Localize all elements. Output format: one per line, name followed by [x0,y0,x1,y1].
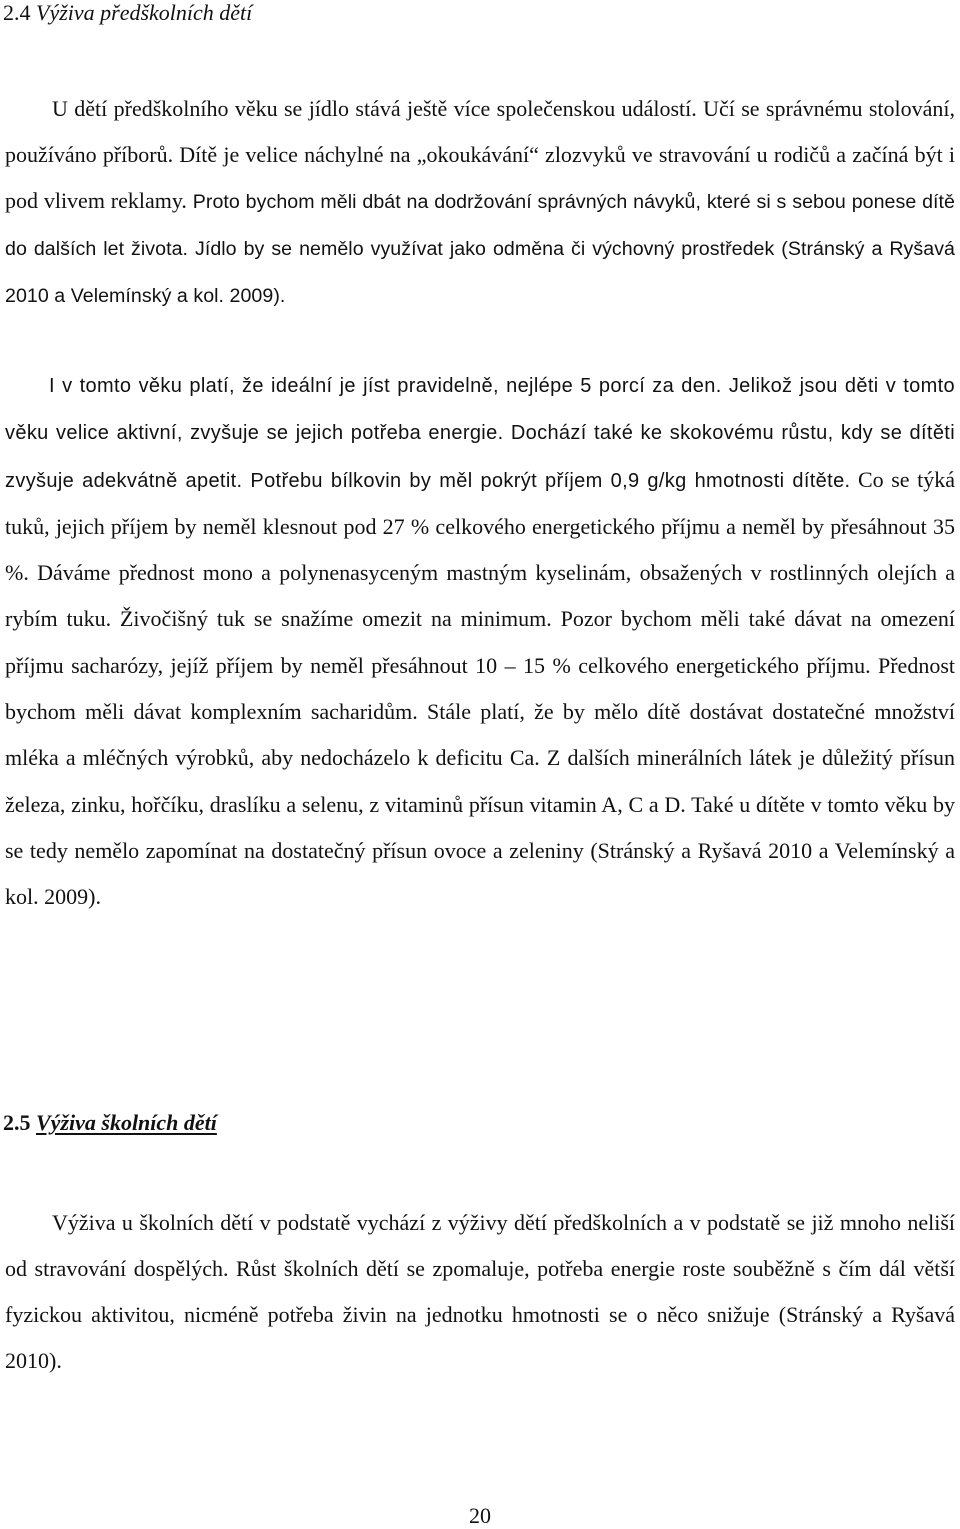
section-number: 2.5 [3,1110,31,1135]
paragraph-text: Co se týká tuků, jejich příjem by neměl klesnout pod 27 % celkového energetického příjmu a neměl by přesáhnout 35 %. Dáváme přednost mono a polynenasyceným mastným kyselinám, obsažených v rostlinných olejích a rybím tuku. Živočišný tuk se snažíme omezit na minimum. Pozor bychom měli také dávat na omezení příjmu sacharózy, jejíž příjem by neměl přesáhnout 10 – 15 % celkového energetického příjmu. Přednost bychom měli dávat komplexním sacharidům. Stále platí, že by mělo dítě dostávat dostatečné množství mléka a mléčných výrobků, aby nedocházelo k deficitu Ca. Z dalších minerálních látek je důležitý přísun železa, zinku, hořčíku, draslíku a selenu, z vitaminů přísun vitamin A, C a D. Také u dítěte v tomto věku by se tedy nemělo zapomínat na dostatečný přísun ovoce a zeleniny (Stránský a Ryšavá 2010 a Velemínský a kol. 2009). [5,466,955,910]
page-number: 20 [469,1503,491,1528]
paragraph-preschool-nutrition [5,362,955,921]
section-title: Výživa školních dětí [36,1110,217,1135]
section-heading-2-4 [3,0,252,26]
paragraph-preschool-intro [5,86,955,319]
section-title: Výživa předškolních dětí [36,0,253,25]
section-heading-2-5 [3,1110,217,1136]
paragraph-text: Výživa u školních dětí v podstatě vychází z výživy dětí předškolních a v podstatě se již mnoho neliší od stravování dospělých. Růst školních dětí se zpomaluje, potřeba energie roste souběžně s čím dál větší fyzickou aktivitou, nicméně potřeba živin na jednotku hmotnosti se o něco snižuje (Stránský a Ryšavá 2010). [5,1210,955,1373]
section-number: 2.4 [3,0,31,25]
paragraph-text-sans: Proto bychom měli dbát na dodržování správných návyků, které si s sebou ponese dítě do dalších let života. Jídlo by se nemělo využívat jako odměna či výchovný prostředek (Stránský a Ryšavá 2010 a Velemínský a kol. 2009). [5,191,955,308]
paragraph-school-nutrition [5,1200,955,1384]
paragraph-text-sans: Jelikož jsou děti v tomto věku velice aktivní, zvyšuje se jejich potřeba energie. Dochází také ke skokovému růstu, kdy se dítěti zvyšuje adekvátně apetit. Potřebu bílkovin by měl pokrýt příjem 0,9 g/kg hmotnosti dítěte. [5,375,956,492]
paragraph-text-sans: I v tomto věku platí, že ideální je jíst pravidelně, nejlépe 5 porcí za den. [49,375,722,397]
paragraph-text: U dětí předškolního věku se jídlo stává ještě více společenskou událostí. Učí se správnému stolování, používáno příborů. Dítě je velice náchylné na „okoukávání“ zlozvyků ve stravování u rodičů a začíná být i pod vlivem reklamy. [5,96,955,214]
